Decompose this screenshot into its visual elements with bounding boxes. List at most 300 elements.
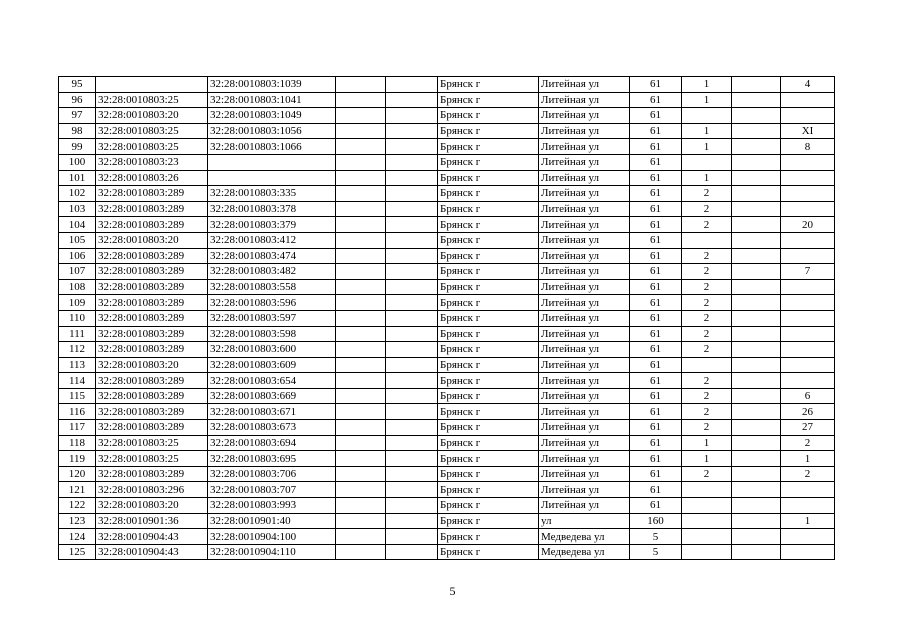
cell-city: Брянск г	[438, 170, 539, 186]
cell-row-number: 115	[59, 388, 96, 404]
table-row	[59, 123, 835, 139]
cell-street: Литейная ул	[539, 123, 630, 139]
cell-house-number: 61	[630, 326, 682, 342]
cell-street: Литейная ул	[539, 186, 630, 202]
cell-city: Брянск г	[438, 139, 539, 155]
cell-parcel-number: 32:28:0010803:289	[96, 466, 208, 482]
cell-apartment: XI	[781, 123, 835, 139]
table-row	[59, 498, 835, 514]
table-row	[59, 295, 835, 311]
cell-parcel-number: 32:28:0010803:289	[96, 264, 208, 280]
cell-col-10	[732, 373, 781, 389]
cell-col-10	[732, 154, 781, 170]
cell-house-number: 61	[630, 154, 682, 170]
cell-house-number: 61	[630, 201, 682, 217]
cell-object-number: 32:28:0010803:596	[208, 295, 336, 311]
cell-street: Литейная ул	[539, 92, 630, 108]
cell-col-5	[386, 295, 438, 311]
cell-col-5	[386, 373, 438, 389]
cell-row-number: 121	[59, 482, 96, 498]
page-number: 5	[449, 584, 456, 598]
cell-object-number: 32:28:0010803:600	[208, 342, 336, 358]
cell-house-number: 61	[630, 217, 682, 233]
cell-parcel-number: 32:28:0010803:289	[96, 217, 208, 233]
table-row	[59, 92, 835, 108]
cell-parcel-number: 32:28:0010803:26	[96, 170, 208, 186]
cell-col-10	[732, 310, 781, 326]
cell-col-4	[336, 264, 386, 280]
cell-building: 1	[682, 435, 732, 451]
registry-table	[58, 76, 835, 560]
cell-parcel-number: 32:28:0010803:20	[96, 498, 208, 514]
cell-house-number: 61	[630, 123, 682, 139]
cell-city: Брянск г	[438, 92, 539, 108]
cell-street: Литейная ул	[539, 279, 630, 295]
cell-object-number: 32:28:0010803:707	[208, 482, 336, 498]
cell-street: ул	[539, 513, 630, 529]
table-row	[59, 264, 835, 280]
cell-col-4	[336, 108, 386, 124]
cell-row-number: 114	[59, 373, 96, 389]
cell-row-number: 120	[59, 466, 96, 482]
cell-street: Литейная ул	[539, 451, 630, 467]
cell-col-10	[732, 435, 781, 451]
cell-apartment: 26	[781, 404, 835, 420]
cell-col-10	[732, 232, 781, 248]
cell-object-number: 32:28:0010803:597	[208, 310, 336, 326]
cell-building: 2	[682, 310, 732, 326]
cell-row-number: 111	[59, 326, 96, 342]
cell-apartment	[781, 326, 835, 342]
cell-building: 1	[682, 123, 732, 139]
cell-row-number: 104	[59, 217, 96, 233]
cell-row-number: 99	[59, 139, 96, 155]
cell-col-4	[336, 77, 386, 93]
cell-parcel-number: 32:28:0010904:43	[96, 544, 208, 560]
cell-apartment: 20	[781, 217, 835, 233]
cell-col-10	[732, 544, 781, 560]
cell-city: Брянск г	[438, 232, 539, 248]
cell-building	[682, 544, 732, 560]
cell-street: Литейная ул	[539, 420, 630, 436]
cell-col-5	[386, 388, 438, 404]
table-row	[59, 248, 835, 264]
cell-row-number: 105	[59, 232, 96, 248]
cell-apartment: 7	[781, 264, 835, 280]
table-row	[59, 217, 835, 233]
cell-object-number: 32:28:0010803:1039	[208, 77, 336, 93]
cell-street: Литейная ул	[539, 373, 630, 389]
cell-col-4	[336, 388, 386, 404]
cell-col-5	[386, 201, 438, 217]
cell-city: Брянск г	[438, 420, 539, 436]
cell-apartment	[781, 529, 835, 545]
cell-col-10	[732, 466, 781, 482]
table-row	[59, 279, 835, 295]
table-row	[59, 451, 835, 467]
cell-col-5	[386, 342, 438, 358]
cell-col-4	[336, 201, 386, 217]
cell-col-4	[336, 451, 386, 467]
cell-col-5	[386, 529, 438, 545]
cell-col-4	[336, 404, 386, 420]
cell-object-number: 32:28:0010803:558	[208, 279, 336, 295]
cell-col-10	[732, 451, 781, 467]
cell-col-4	[336, 513, 386, 529]
cell-object-number: 32:28:0010803:1041	[208, 92, 336, 108]
cell-building	[682, 482, 732, 498]
cell-street: Литейная ул	[539, 342, 630, 358]
cell-col-5	[386, 248, 438, 264]
cell-house-number: 61	[630, 388, 682, 404]
cell-apartment	[781, 498, 835, 514]
cell-col-4	[336, 357, 386, 373]
cell-col-4	[336, 186, 386, 202]
cell-row-number: 101	[59, 170, 96, 186]
cell-col-10	[732, 123, 781, 139]
cell-building: 2	[682, 186, 732, 202]
cell-col-5	[386, 232, 438, 248]
cell-col-4	[336, 544, 386, 560]
cell-object-number	[208, 154, 336, 170]
cell-house-number: 61	[630, 108, 682, 124]
table-row	[59, 139, 835, 155]
cell-col-5	[386, 326, 438, 342]
cell-object-number: 32:28:0010803:669	[208, 388, 336, 404]
cell-street: Литейная ул	[539, 357, 630, 373]
cell-col-4	[336, 420, 386, 436]
cell-parcel-number: 32:28:0010803:289	[96, 388, 208, 404]
cell-building: 1	[682, 92, 732, 108]
cell-house-number: 61	[630, 279, 682, 295]
cell-row-number: 112	[59, 342, 96, 358]
cell-row-number: 110	[59, 310, 96, 326]
table-row	[59, 544, 835, 560]
cell-street: Литейная ул	[539, 326, 630, 342]
cell-object-number: 32:28:0010803:379	[208, 217, 336, 233]
cell-city: Брянск г	[438, 357, 539, 373]
cell-row-number: 109	[59, 295, 96, 311]
cell-city: Брянск г	[438, 342, 539, 358]
cell-building: 1	[682, 170, 732, 186]
cell-row-number: 119	[59, 451, 96, 467]
cell-row-number: 98	[59, 123, 96, 139]
cell-col-5	[386, 404, 438, 420]
cell-col-4	[336, 170, 386, 186]
cell-street: Литейная ул	[539, 435, 630, 451]
cell-apartment	[781, 154, 835, 170]
cell-row-number: 124	[59, 529, 96, 545]
cell-col-5	[386, 77, 438, 93]
cell-apartment	[781, 92, 835, 108]
cell-house-number: 61	[630, 435, 682, 451]
cell-object-number: 32:28:0010803:993	[208, 498, 336, 514]
cell-house-number: 160	[630, 513, 682, 529]
cell-row-number: 96	[59, 92, 96, 108]
cell-col-5	[386, 420, 438, 436]
cell-row-number: 113	[59, 357, 96, 373]
cell-apartment	[781, 342, 835, 358]
cell-house-number: 61	[630, 77, 682, 93]
cell-parcel-number: 32:28:0010803:289	[96, 342, 208, 358]
cell-col-10	[732, 482, 781, 498]
cell-row-number: 125	[59, 544, 96, 560]
cell-city: Брянск г	[438, 186, 539, 202]
table-row	[59, 77, 835, 93]
cell-building: 1	[682, 77, 732, 93]
cell-row-number: 108	[59, 279, 96, 295]
cell-object-number: 32:28:0010803:1056	[208, 123, 336, 139]
table-row	[59, 529, 835, 545]
cell-object-number: 32:28:0010803:673	[208, 420, 336, 436]
table-row	[59, 232, 835, 248]
cell-col-10	[732, 77, 781, 93]
cell-parcel-number: 32:28:0010803:296	[96, 482, 208, 498]
cell-col-10	[732, 217, 781, 233]
cell-building: 2	[682, 201, 732, 217]
cell-house-number: 61	[630, 404, 682, 420]
cell-city: Брянск г	[438, 108, 539, 124]
cell-parcel-number: 32:28:0010803:289	[96, 404, 208, 420]
cell-apartment	[781, 186, 835, 202]
cell-row-number: 123	[59, 513, 96, 529]
cell-object-number: 32:28:0010803:671	[208, 404, 336, 420]
table-row	[59, 201, 835, 217]
cell-house-number: 61	[630, 498, 682, 514]
cell-object-number: 32:28:0010803:654	[208, 373, 336, 389]
cell-col-4	[336, 326, 386, 342]
cell-apartment: 2	[781, 435, 835, 451]
cell-city: Брянск г	[438, 295, 539, 311]
cell-street: Литейная ул	[539, 498, 630, 514]
cell-street: Литейная ул	[539, 248, 630, 264]
cell-parcel-number: 32:28:0010803:289	[96, 201, 208, 217]
cell-building: 2	[682, 420, 732, 436]
cell-object-number: 32:28:0010803:706	[208, 466, 336, 482]
cell-object-number: 32:28:0010803:609	[208, 357, 336, 373]
cell-col-4	[336, 248, 386, 264]
cell-city: Брянск г	[438, 201, 539, 217]
table-row	[59, 310, 835, 326]
cell-col-5	[386, 186, 438, 202]
cell-parcel-number: 32:28:0010803:289	[96, 186, 208, 202]
cell-city: Брянск г	[438, 435, 539, 451]
cell-apartment: 8	[781, 139, 835, 155]
cell-building: 2	[682, 248, 732, 264]
cell-parcel-number: 32:28:0010803:25	[96, 123, 208, 139]
cell-apartment: 2	[781, 466, 835, 482]
cell-col-5	[386, 466, 438, 482]
cell-building: 2	[682, 404, 732, 420]
cell-apartment	[781, 248, 835, 264]
cell-building: 2	[682, 217, 732, 233]
cell-street: Литейная ул	[539, 232, 630, 248]
cell-house-number: 61	[630, 310, 682, 326]
cell-col-5	[386, 544, 438, 560]
cell-col-4	[336, 435, 386, 451]
cell-parcel-number: 32:28:0010803:289	[96, 295, 208, 311]
cell-street: Литейная ул	[539, 201, 630, 217]
cell-apartment: 6	[781, 388, 835, 404]
cell-col-10	[732, 498, 781, 514]
cell-col-4	[336, 498, 386, 514]
cell-col-4	[336, 482, 386, 498]
cell-street: Литейная ул	[539, 404, 630, 420]
cell-house-number: 5	[630, 529, 682, 545]
table-row	[59, 420, 835, 436]
cell-row-number: 100	[59, 154, 96, 170]
cell-building: 2	[682, 295, 732, 311]
cell-parcel-number: 32:28:0010803:25	[96, 435, 208, 451]
cell-col-10	[732, 248, 781, 264]
cell-city: Брянск г	[438, 154, 539, 170]
table-row	[59, 513, 835, 529]
cell-col-5	[386, 498, 438, 514]
table-row	[59, 357, 835, 373]
cell-parcel-number: 32:28:0010803:20	[96, 108, 208, 124]
cell-col-4	[336, 373, 386, 389]
cell-row-number: 106	[59, 248, 96, 264]
cell-row-number: 97	[59, 108, 96, 124]
cell-col-10	[732, 279, 781, 295]
cell-object-number: 32:28:0010803:482	[208, 264, 336, 280]
cell-parcel-number: 32:28:0010803:25	[96, 139, 208, 155]
cell-col-10	[732, 295, 781, 311]
cell-apartment	[781, 170, 835, 186]
cell-col-10	[732, 420, 781, 436]
cell-object-number: 32:28:0010803:694	[208, 435, 336, 451]
cell-building: 2	[682, 388, 732, 404]
cell-col-4	[336, 529, 386, 545]
cell-city: Брянск г	[438, 451, 539, 467]
cell-apartment	[781, 232, 835, 248]
cell-house-number: 61	[630, 482, 682, 498]
cell-object-number: 32:28:0010803:412	[208, 232, 336, 248]
cell-street: Литейная ул	[539, 154, 630, 170]
table-row	[59, 186, 835, 202]
cell-building: 2	[682, 326, 732, 342]
cell-object-number: 32:28:0010803:1049	[208, 108, 336, 124]
table-row	[59, 326, 835, 342]
table-row	[59, 388, 835, 404]
cell-parcel-number: 32:28:0010803:289	[96, 326, 208, 342]
cell-col-5	[386, 123, 438, 139]
cell-object-number: 32:28:0010803:378	[208, 201, 336, 217]
cell-building: 1	[682, 139, 732, 155]
cell-street: Литейная ул	[539, 139, 630, 155]
cell-col-5	[386, 279, 438, 295]
cell-col-4	[336, 123, 386, 139]
cell-house-number: 61	[630, 248, 682, 264]
cell-street: Медведева ул	[539, 544, 630, 560]
cell-col-4	[336, 466, 386, 482]
cell-apartment	[781, 544, 835, 560]
cell-col-10	[732, 388, 781, 404]
cell-building: 2	[682, 279, 732, 295]
cell-building	[682, 357, 732, 373]
cell-apartment: 4	[781, 77, 835, 93]
cell-street: Литейная ул	[539, 108, 630, 124]
cell-street: Литейная ул	[539, 295, 630, 311]
cell-street: Литейная ул	[539, 264, 630, 280]
cell-building	[682, 154, 732, 170]
cell-col-5	[386, 154, 438, 170]
cell-object-number: 32:28:0010803:335	[208, 186, 336, 202]
cell-col-10	[732, 342, 781, 358]
cell-house-number: 61	[630, 451, 682, 467]
cell-house-number: 61	[630, 170, 682, 186]
cell-col-5	[386, 264, 438, 280]
cell-col-10	[732, 108, 781, 124]
cell-city: Брянск г	[438, 123, 539, 139]
cell-col-5	[386, 435, 438, 451]
cell-building: 2	[682, 342, 732, 358]
cell-building	[682, 108, 732, 124]
cell-city: Брянск г	[438, 513, 539, 529]
cell-street: Литейная ул	[539, 388, 630, 404]
cell-building: 2	[682, 466, 732, 482]
cell-apartment	[781, 357, 835, 373]
cell-house-number: 61	[630, 373, 682, 389]
cell-col-10	[732, 170, 781, 186]
cell-building	[682, 232, 732, 248]
cell-col-4	[336, 217, 386, 233]
cell-col-4	[336, 139, 386, 155]
cell-object-number: 32:28:0010803:1066	[208, 139, 336, 155]
table-row	[59, 482, 835, 498]
cell-col-10	[732, 139, 781, 155]
cell-parcel-number: 32:28:0010803:25	[96, 92, 208, 108]
cell-col-5	[386, 357, 438, 373]
cell-col-5	[386, 170, 438, 186]
cell-city: Брянск г	[438, 279, 539, 295]
table-body	[59, 77, 835, 560]
cell-col-5	[386, 451, 438, 467]
cell-house-number: 61	[630, 357, 682, 373]
cell-object-number: 32:28:0010803:598	[208, 326, 336, 342]
cell-city: Брянск г	[438, 404, 539, 420]
cell-col-5	[386, 482, 438, 498]
cell-col-10	[732, 357, 781, 373]
cell-col-4	[336, 232, 386, 248]
table-row	[59, 435, 835, 451]
cell-object-number: 32:28:0010901:40	[208, 513, 336, 529]
cell-parcel-number: 32:28:0010803:289	[96, 248, 208, 264]
cell-col-4	[336, 295, 386, 311]
cell-house-number: 5	[630, 544, 682, 560]
table-row	[59, 170, 835, 186]
cell-city: Брянск г	[438, 466, 539, 482]
cell-parcel-number: 32:28:0010803:25	[96, 451, 208, 467]
cell-object-number: 32:28:0010803:695	[208, 451, 336, 467]
cell-row-number: 118	[59, 435, 96, 451]
cell-col-4	[336, 154, 386, 170]
cell-apartment: 1	[781, 451, 835, 467]
table-row	[59, 342, 835, 358]
cell-city: Брянск г	[438, 264, 539, 280]
cell-parcel-number: 32:28:0010901:36	[96, 513, 208, 529]
cell-row-number: 122	[59, 498, 96, 514]
cell-city: Брянск г	[438, 529, 539, 545]
cell-col-5	[386, 92, 438, 108]
cell-col-10	[732, 186, 781, 202]
table-row	[59, 108, 835, 124]
cell-row-number: 95	[59, 77, 96, 93]
cell-object-number: 32:28:0010904:110	[208, 544, 336, 560]
cell-parcel-number: 32:28:0010904:43	[96, 529, 208, 545]
cell-row-number: 102	[59, 186, 96, 202]
cell-city: Брянск г	[438, 498, 539, 514]
